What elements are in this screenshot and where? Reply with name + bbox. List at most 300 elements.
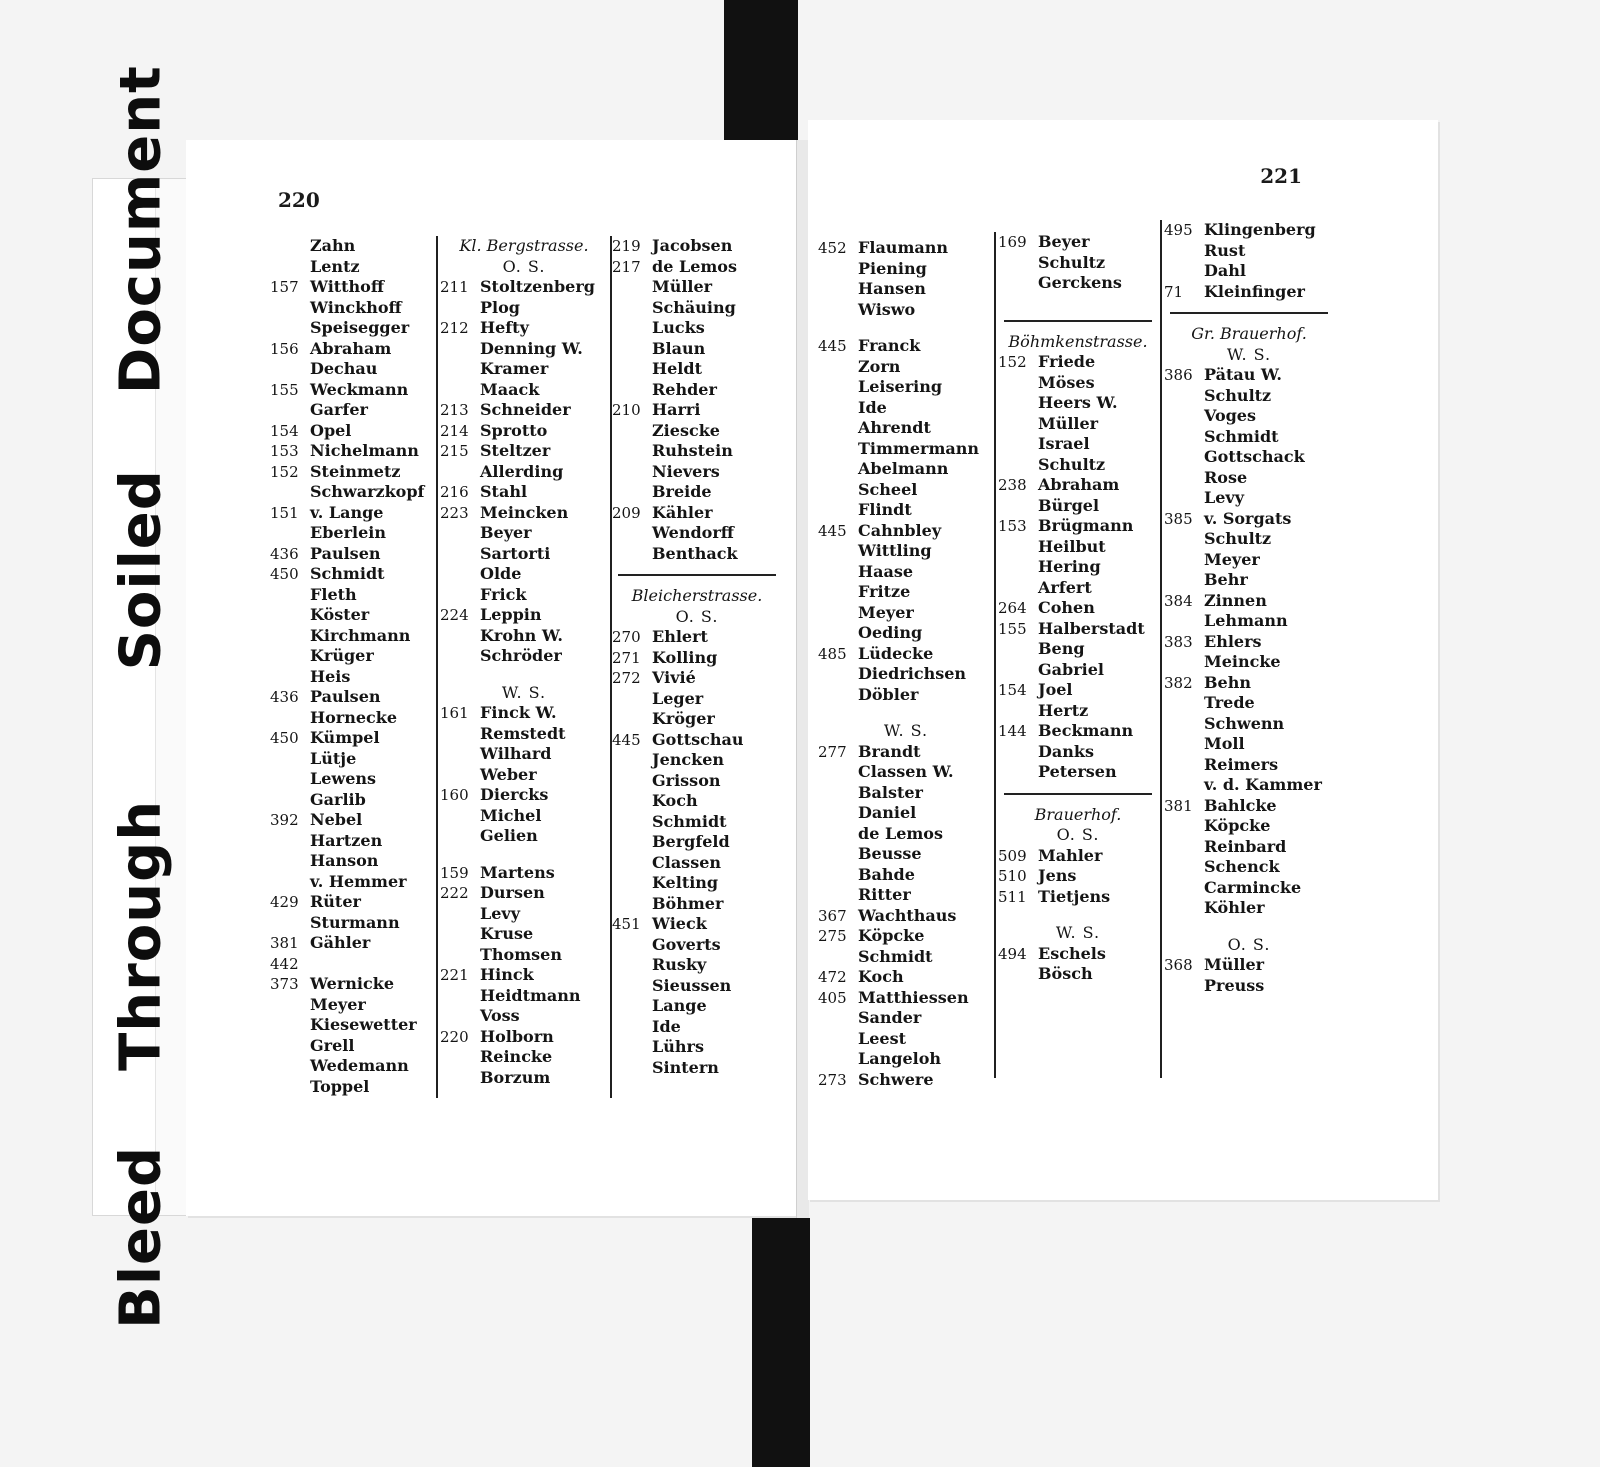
directory-entry <box>612 359 782 380</box>
directory-entry <box>818 582 994 603</box>
directory-entry <box>1164 447 1334 468</box>
directory-entry <box>440 724 608 745</box>
resident-name: Steltzer <box>480 441 551 460</box>
resident-name: Leisering <box>858 377 943 396</box>
resident-name: Behn <box>1204 672 1251 692</box>
resident-name: Flindt <box>858 500 912 519</box>
resident-name: Hornecke <box>310 707 398 727</box>
directory-entry <box>612 791 782 812</box>
resident-name: Kiesewetter <box>310 1015 417 1034</box>
resident-name: Steinmetz <box>310 461 401 481</box>
directory-entry <box>270 933 435 954</box>
house-number: 153 <box>998 517 1027 535</box>
directory-entry <box>612 955 782 976</box>
directory-entry <box>270 872 435 893</box>
directory-entry <box>440 380 608 401</box>
house-number: 272 <box>612 669 641 687</box>
directory-entry <box>1164 611 1334 632</box>
resident-name: Jens <box>1038 866 1077 885</box>
directory-entry <box>440 646 608 667</box>
resident-name: Abraham <box>310 338 392 358</box>
directory-entry <box>612 873 782 894</box>
resident-name: Petersen <box>1038 762 1117 781</box>
resident-name: Dahl <box>1204 261 1246 280</box>
section-rule <box>998 310 1158 332</box>
resident-name: Oeding <box>858 623 923 642</box>
directory-entry <box>270 544 435 565</box>
directory-entry <box>270 359 435 380</box>
house-number: 161 <box>440 704 469 722</box>
resident-name: Balster <box>858 782 923 802</box>
page-number-left: 220 <box>278 188 320 212</box>
resident-name: Ide <box>652 1016 681 1036</box>
heading-text: W. S. <box>883 721 929 740</box>
resident-name: Denning W. <box>480 338 583 358</box>
directory-entry <box>270 687 435 708</box>
resident-name: Krüger <box>310 646 374 665</box>
directory-entry <box>818 603 994 624</box>
resident-name: Köpcke <box>858 926 925 945</box>
directory-entry <box>612 832 782 853</box>
directory-entry <box>612 648 782 669</box>
resident-name: Finck W. <box>480 703 557 722</box>
directory-entry <box>998 373 1158 394</box>
tape-strip-bottom <box>752 1218 810 1467</box>
resident-name: Trede <box>1204 693 1255 712</box>
directory-entry <box>1164 816 1334 837</box>
house-number: 153 <box>270 442 299 460</box>
house-number: 217 <box>612 257 641 276</box>
resident-name: Köster <box>310 605 370 624</box>
heading-text: W. S. <box>1226 344 1272 364</box>
directory-entry <box>1164 591 1334 612</box>
directory-entry <box>440 482 608 503</box>
resident-name: Meyer <box>858 602 914 622</box>
heading-text: Bleicherstrasse. <box>631 586 763 605</box>
directory-entry <box>440 441 608 462</box>
resident-name: Gottschack <box>1204 447 1305 466</box>
directory-entry <box>612 996 782 1017</box>
directory-entry <box>1164 427 1334 448</box>
directory-entry <box>270 441 435 462</box>
resident-name: Gerckens <box>1038 273 1122 292</box>
house-number: 510 <box>998 867 1027 885</box>
directory-entry <box>998 619 1158 640</box>
directory-entry <box>270 482 435 503</box>
directory-entry <box>998 232 1158 253</box>
resident-name: Nichelmann <box>310 441 419 460</box>
resident-name: Borzum <box>480 1067 551 1087</box>
resident-name: Wendorff <box>652 523 734 542</box>
section-rule <box>612 564 782 586</box>
resident-name: Fleth <box>310 584 357 604</box>
house-number: 270 <box>612 628 641 646</box>
house-number: 392 <box>270 811 299 829</box>
directory-entry <box>440 924 608 945</box>
directory-entry <box>1164 673 1334 694</box>
directory-entry <box>818 238 994 259</box>
resident-name: Reincke <box>480 1047 553 1066</box>
resident-name: v. Lange <box>310 502 384 522</box>
directory-entry <box>612 976 782 997</box>
resident-name: Döbler <box>858 684 919 704</box>
heading-text: O. S. <box>1056 825 1100 844</box>
directory-entry <box>440 863 608 884</box>
house-number: 223 <box>440 503 469 522</box>
directory-entry <box>440 1068 608 1089</box>
resident-name: v. Sorgats <box>1204 508 1292 528</box>
resident-name: Grisson <box>652 770 721 790</box>
column-divider <box>994 232 996 1078</box>
resident-name: de Lemos <box>858 823 943 843</box>
directory-entry <box>818 521 994 542</box>
directory-entry <box>440 421 608 442</box>
heading-text: Kl. Bergstrasse. <box>459 236 589 255</box>
resident-name: Tietjens <box>1038 886 1111 906</box>
resident-name: Reimers <box>1204 754 1279 774</box>
directory-entry <box>998 352 1158 373</box>
resident-name: Lucks <box>652 318 705 337</box>
resident-name: Diedrichsen <box>858 664 967 683</box>
directory-entry <box>270 421 435 442</box>
directory-entry <box>818 500 994 521</box>
directory-entry <box>612 935 782 956</box>
resident-name: Brandt <box>858 741 921 761</box>
directory-entry <box>998 537 1158 558</box>
resident-name: Müller <box>652 277 713 296</box>
directory-entry <box>818 844 994 865</box>
resident-name: Beckmann <box>1038 721 1134 740</box>
resident-name: Haase <box>858 561 914 581</box>
resident-name: Krohn W. <box>480 625 563 645</box>
resident-name: Bahde <box>858 864 915 884</box>
directory-entry <box>1164 220 1334 241</box>
resident-name: de Lemos <box>652 256 737 276</box>
directory-entry <box>612 400 782 421</box>
resident-name: Sturmann <box>310 912 400 932</box>
heading-text: Brauerhof. <box>1034 804 1122 824</box>
resident-name: Jencken <box>652 750 725 769</box>
resident-name: Stoltzenberg <box>480 277 595 296</box>
house-number: 277 <box>818 742 847 761</box>
directory-entry <box>270 728 435 749</box>
tape-strip-top <box>724 0 798 142</box>
resident-name: Hinck <box>480 965 534 984</box>
resident-name: Paulsen <box>310 687 381 706</box>
resident-name: Ehlers <box>1204 631 1262 651</box>
directory-entry <box>612 318 782 339</box>
directory-entry <box>818 459 994 480</box>
resident-name: Abelmann <box>858 459 949 478</box>
directory-entry <box>818 377 994 398</box>
resident-name: Preuss <box>1204 975 1265 995</box>
directory-entry <box>612 236 782 257</box>
resident-name: Schmidt <box>858 946 933 966</box>
resident-name: Schmidt <box>310 564 385 583</box>
resident-name: Schultz <box>1038 454 1106 474</box>
resident-name: Benthack <box>652 543 738 563</box>
directory-entry <box>1164 652 1334 673</box>
resident-name: Voss <box>480 1006 520 1025</box>
directory-entry <box>818 1029 994 1050</box>
directory-entry <box>818 988 994 1009</box>
resident-name: Beng <box>1038 639 1085 658</box>
resident-name: Schwenn <box>1204 713 1285 733</box>
directory-entry <box>270 298 435 319</box>
directory-entry <box>612 771 782 792</box>
directory-entry <box>818 623 994 644</box>
house-number: 450 <box>270 729 299 747</box>
directory-entry <box>1164 714 1334 735</box>
house-number: 452 <box>818 239 847 257</box>
directory-entry <box>270 851 435 872</box>
house-number: 373 <box>270 975 299 993</box>
resident-name: Zahn <box>310 236 356 255</box>
directory-entry <box>998 887 1158 908</box>
directory-entry <box>612 277 782 298</box>
directory-entry <box>998 414 1158 435</box>
resident-name: Heldt <box>652 359 702 378</box>
resident-name: Nievers <box>652 461 720 481</box>
directory-entry <box>270 769 435 790</box>
directory-entry <box>612 339 782 360</box>
resident-name: Reinbard <box>1204 836 1287 856</box>
house-number: 381 <box>1164 796 1193 815</box>
resident-name: Leest <box>858 1028 907 1048</box>
resident-name: Behr <box>1204 570 1248 589</box>
directory-entry <box>998 557 1158 578</box>
directory-entry <box>1164 878 1334 899</box>
resident-name: Lange <box>652 996 707 1015</box>
section-rule <box>1164 302 1334 324</box>
house-number: 151 <box>270 503 299 522</box>
directory-entry <box>440 765 608 786</box>
directory-entry <box>270 503 435 524</box>
directory-entry <box>612 1058 782 1079</box>
directory-entry <box>612 482 782 503</box>
directory-entry <box>270 1056 435 1077</box>
resident-name: Paulsen <box>310 543 381 563</box>
resident-name: Piening <box>858 258 927 278</box>
house-number: 71 <box>1164 282 1184 301</box>
directory-entry <box>998 721 1158 742</box>
resident-name: Kähler <box>652 502 713 522</box>
directory-entry <box>818 967 994 988</box>
resident-name: Lührs <box>652 1037 704 1056</box>
resident-name: Meyer <box>1204 549 1260 569</box>
directory-entry <box>440 523 608 544</box>
house-number: 154 <box>270 421 299 440</box>
column-divider <box>1160 220 1162 1078</box>
resident-name: Breide <box>652 482 712 501</box>
directory-entry <box>1164 755 1334 776</box>
directory-entry <box>818 357 994 378</box>
resident-name: Eberlein <box>310 523 386 542</box>
street-side-label <box>998 825 1158 846</box>
resident-name: Ahrendt <box>858 418 931 437</box>
directory-entry <box>1164 976 1334 997</box>
house-number: 159 <box>440 863 469 882</box>
house-number: 271 <box>612 648 641 667</box>
resident-name: Rose <box>1204 467 1248 487</box>
directory-entry <box>270 400 435 421</box>
house-number: 445 <box>612 730 641 749</box>
resident-name: Bösch <box>1038 964 1093 983</box>
directory-entry <box>440 605 608 626</box>
directory-entry <box>1164 261 1334 282</box>
resident-name: Beyer <box>480 523 532 542</box>
label-word-soiled: Soiled <box>108 469 174 671</box>
resident-name: Carmincke <box>1204 877 1302 897</box>
spacer <box>998 907 1158 923</box>
directory-entry <box>818 947 994 968</box>
resident-name: Leger <box>652 688 704 708</box>
resident-name: Ruhstein <box>652 441 733 460</box>
resident-name: Jacobsen <box>652 236 733 255</box>
resident-name: Flaumann <box>858 238 948 257</box>
resident-name: Meyer <box>310 994 366 1014</box>
directory-entry <box>270 810 435 831</box>
directory-entry <box>1164 693 1334 714</box>
directory-entry <box>612 257 782 278</box>
directory-entry <box>440 564 608 585</box>
resident-name: Olde <box>480 564 522 583</box>
spacer <box>818 320 994 336</box>
house-number: 405 <box>818 988 847 1007</box>
directory-entry <box>612 1017 782 1038</box>
resident-name: Koch <box>652 791 698 810</box>
resident-name: Wiswo <box>858 299 916 319</box>
resident-name: Ziescke <box>652 420 720 440</box>
resident-name: Hertz <box>1038 700 1089 720</box>
street-side-label <box>440 257 608 278</box>
directory-entry <box>270 667 435 688</box>
directory-entry <box>440 503 608 524</box>
resident-name: Blaun <box>652 338 706 358</box>
directory-entry <box>998 496 1158 517</box>
house-number: 216 <box>440 483 469 501</box>
resident-name: Sieussen <box>652 975 732 995</box>
resident-name: Halberstadt <box>1038 618 1145 638</box>
resident-name: Kirchmann <box>310 625 411 645</box>
resident-name: Lehmann <box>1204 611 1288 630</box>
house-number: 445 <box>818 521 847 540</box>
directory-entry <box>270 605 435 626</box>
directory-entry <box>270 277 435 298</box>
resident-name: Joel <box>1038 680 1073 699</box>
resident-name: Böhmer <box>652 893 724 913</box>
heading-text: Böhmkenstrasse. <box>1008 331 1148 351</box>
spacer <box>440 847 608 863</box>
house-number: 152 <box>998 353 1027 371</box>
heading-text: W. S. <box>1055 923 1101 942</box>
resident-name: Frick <box>480 584 527 604</box>
house-number: 485 <box>818 644 847 663</box>
resident-name: Martens <box>480 862 555 882</box>
directory-entry <box>270 954 435 975</box>
resident-name: Schneider <box>480 400 571 419</box>
resident-name: Leppin <box>480 605 542 624</box>
resident-name: Müller <box>1038 413 1099 433</box>
street-heading <box>998 805 1158 826</box>
house-number: 157 <box>270 278 299 296</box>
directory-entry <box>270 257 435 278</box>
directory-entry <box>1164 796 1334 817</box>
resident-name: Koch <box>858 967 904 986</box>
resident-name: Weckmann <box>310 379 409 399</box>
house-number: 219 <box>612 237 641 255</box>
directory-entry <box>998 846 1158 867</box>
resident-name: Wieck <box>652 914 707 933</box>
spacer <box>998 294 1158 310</box>
label-word-through: Through <box>108 799 174 1071</box>
house-number: 212 <box>440 319 469 337</box>
resident-name: Beusse <box>858 844 922 863</box>
house-number: 210 <box>612 401 641 419</box>
house-number: 384 <box>1164 591 1193 610</box>
resident-name: Classen W. <box>858 762 954 781</box>
resident-name: Lüdecke <box>858 643 934 663</box>
directory-column-4 <box>818 238 994 1090</box>
resident-name: Heidtmann <box>480 985 581 1005</box>
directory-entry <box>612 853 782 874</box>
resident-name: Köpcke <box>1204 816 1271 835</box>
directory-entry <box>270 564 435 585</box>
category-label-text <box>109 65 174 1329</box>
resident-name: Maack <box>480 379 540 399</box>
resident-name: Bergfeld <box>652 832 730 851</box>
resident-name: Kröger <box>652 709 715 728</box>
resident-name: Israel <box>1038 434 1090 453</box>
resident-name: Hansen <box>858 279 926 298</box>
resident-name: Winckhoff <box>310 297 402 317</box>
directory-entry <box>440 883 608 904</box>
street-side-label <box>818 721 994 742</box>
resident-name: Schultz <box>1204 529 1272 548</box>
right-page <box>808 120 1438 1200</box>
resident-name: Meincken <box>480 502 569 522</box>
spacer <box>440 667 608 683</box>
resident-name: Mahler <box>1038 845 1103 865</box>
resident-name: Wedemann <box>310 1056 409 1075</box>
directory-entry <box>440 1027 608 1048</box>
directory-entry <box>440 965 608 986</box>
directory-entry <box>440 318 608 339</box>
directory-entry <box>612 462 782 483</box>
house-number: 220 <box>440 1027 469 1046</box>
directory-entry <box>998 762 1158 783</box>
resident-name: Harri <box>652 400 701 419</box>
directory-column-5 <box>998 232 1158 985</box>
directory-entry <box>998 598 1158 619</box>
directory-entry <box>612 544 782 565</box>
resident-name: Klingenberg <box>1204 220 1316 239</box>
house-number: 156 <box>270 339 299 358</box>
resident-name: Timmermann <box>858 438 980 458</box>
resident-name: Cahnbley <box>858 520 942 540</box>
heading-text: O. S. <box>1227 934 1271 954</box>
directory-entry <box>1164 734 1334 755</box>
resident-name: Sintern <box>652 1057 719 1077</box>
directory-entry <box>270 892 435 913</box>
resident-name: Müller <box>1204 955 1265 974</box>
house-number: 450 <box>270 565 299 583</box>
directory-entry <box>270 974 435 995</box>
directory-entry <box>1164 406 1334 427</box>
resident-name: Sprotto <box>480 420 548 440</box>
directory-entry <box>270 380 435 401</box>
directory-entry <box>270 1036 435 1057</box>
